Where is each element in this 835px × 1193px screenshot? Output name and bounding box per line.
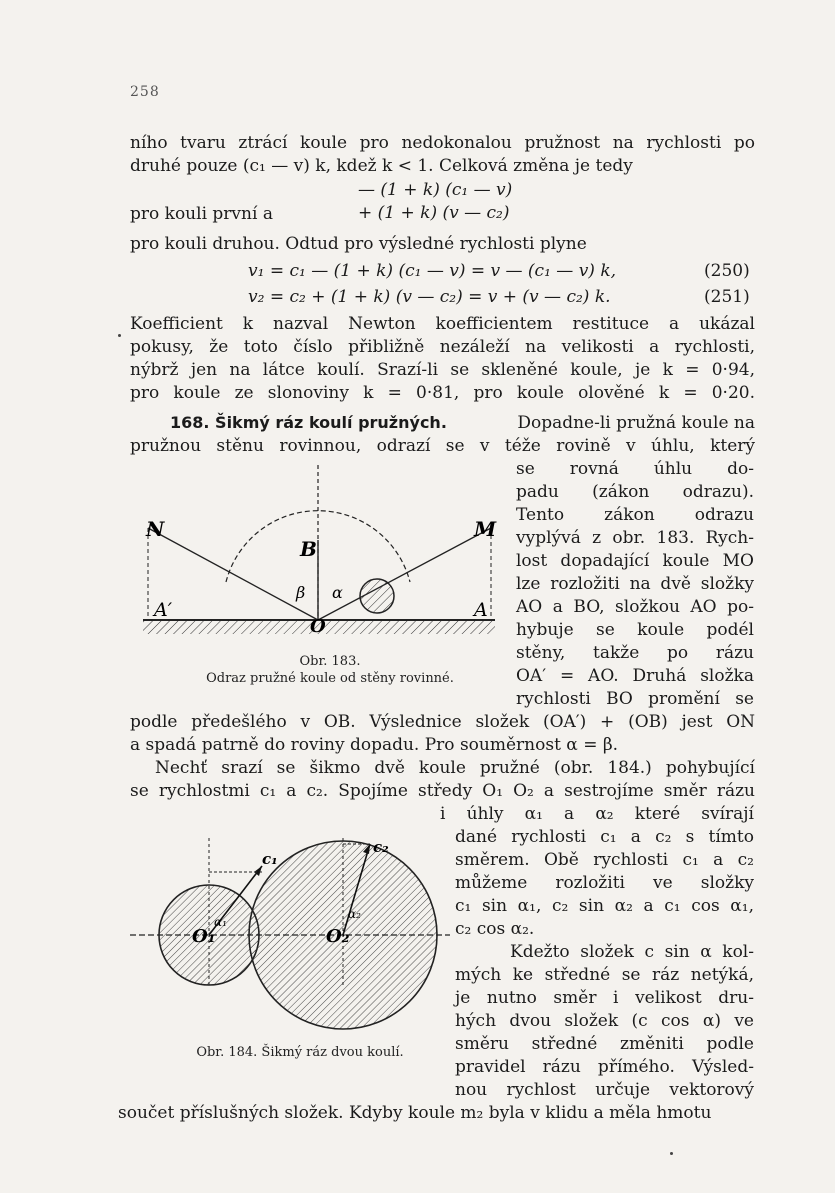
text-line: se rovná úhlu do- xyxy=(516,459,754,479)
text-line: ního tvaru ztrácí koule pro nedokonalou pružnost na rychlosti po xyxy=(130,133,755,153)
text-line: hybuje se koule podél xyxy=(516,620,754,640)
text-line: mých ke středné se ráz netýká, xyxy=(455,965,754,985)
text-line: c₂ cos α₂. xyxy=(455,919,535,939)
reflected-ray xyxy=(148,528,318,620)
label-M: M xyxy=(474,517,497,541)
ink-speck xyxy=(118,334,121,337)
text-line: pravidel rázu přímého. Výsled- xyxy=(455,1057,754,1077)
label-O2: O₂ xyxy=(326,926,350,947)
text-line: rychlosti BO promění se xyxy=(516,689,754,709)
text-line: lost dopadající koule MO xyxy=(516,551,754,571)
equation: — (1 + k) (c₁ — v) xyxy=(358,180,513,200)
text-line: se rychlostmi c₁ a c₂. Spojíme středy O₁ O₂ a sestrojíme směr rázu xyxy=(130,781,755,801)
text-line: Koefficient k nazval Newton koefficientem restituce a ukázal xyxy=(130,314,755,334)
label-alpha1: α₁ xyxy=(214,915,227,929)
text-line: a spadá patrně do roviny dopadu. Pro souměrnost α = β. xyxy=(130,735,619,755)
text-line: nýbrž jen na látce koulí. Srazí-li se skleněné koule, je k = 0·94, xyxy=(130,360,755,380)
equation-number: (251) xyxy=(704,287,750,307)
section-heading: 168. Šikmý ráz koulí pružných. xyxy=(170,413,447,432)
text-line: c₁ sin α₁, c₂ sin α₂ a c₁ cos α₁, xyxy=(455,896,754,916)
text-line: AO a BO, složkou AO po- xyxy=(516,597,754,617)
text-span: Dopadne-li pružná koule na xyxy=(517,413,755,433)
label-O: O xyxy=(310,616,326,637)
ball xyxy=(360,579,394,613)
text-line: pro koule ze slonoviny k = 0·81, pro koule olověné k = 0·20. xyxy=(130,383,755,403)
text-line: směrem. Obě rychlosti c₁ a c₂ xyxy=(455,850,754,870)
ink-speck xyxy=(670,1152,673,1155)
figure-184 xyxy=(130,828,450,1038)
section-first-line xyxy=(170,412,755,434)
equation-251: v₂ = c₂ + (1 + k) (v — c₂) = v + (v — c₂) k. xyxy=(248,287,611,307)
label-alpha2: α₂ xyxy=(348,907,361,921)
text-line: můžeme rozložiti ve složky xyxy=(455,873,754,893)
text-line: směru středné změniti podle xyxy=(455,1034,754,1054)
equation-250: v₁ = c₁ — (1 + k) (c₁ — v) = v — (c₁ — v) k, xyxy=(248,261,617,281)
figure-184-caption: Obr. 184. Šikmý ráz dvou koulí. xyxy=(196,1045,404,1060)
equation: + (1 + k) (v — c₂) xyxy=(358,203,510,223)
figure-183 xyxy=(118,460,510,640)
incident-ray xyxy=(318,528,491,620)
text-line: padu (zákon odrazu). xyxy=(516,482,754,502)
text-line: podle předešlého v OB. Výslednice složek (OA′) + (OB) jest ON xyxy=(130,712,755,732)
text-line: pro kouli druhou. Odtud pro výsledné rychlosti plyne xyxy=(130,234,587,254)
label-A-prime: A′ xyxy=(154,599,173,621)
figure-183-caption: Odraz pružné koule od stěny rovinné. xyxy=(206,671,454,686)
text-line: pro kouli první a xyxy=(130,204,273,224)
text-line: stěny, takže po rázu xyxy=(516,643,754,663)
label-c2: c₂ xyxy=(373,838,389,856)
label-B: B xyxy=(300,537,317,561)
label-N: N xyxy=(146,517,165,541)
text-line: Tento zákon odrazu xyxy=(516,505,754,525)
label-beta: β xyxy=(296,583,306,602)
text-line: hých dvou složek (c cos α) ve xyxy=(455,1011,754,1031)
text-line: vyplývá z obr. 183. Rych- xyxy=(516,528,754,548)
text-line: pokusy, že toto číslo přibližně nezáleží na velikosti a rychlosti, xyxy=(130,337,755,357)
text-line: dané rychlosti c₁ a c₂ s tímto xyxy=(455,827,754,847)
label-alpha: α xyxy=(332,583,343,602)
text-line: Kdežto složek c sin α kol- xyxy=(510,942,754,962)
text-line: druhé pouze (c₁ — v) k, kdež k < 1. Celková změna je tedy xyxy=(130,156,633,176)
figure-183-caption-number: Obr. 183. xyxy=(299,654,361,669)
equation-number: (250) xyxy=(704,261,750,281)
text-line: Nechť srazí se šikmo dvě koule pružné (obr. 184.) pohybující xyxy=(155,758,755,778)
label-c1: c₁ xyxy=(262,850,278,868)
text-line: OA′ = AO. Druhá složka xyxy=(516,666,754,686)
label-A: A xyxy=(474,599,488,621)
page-number: 258 xyxy=(130,84,160,100)
label-O1: O₁ xyxy=(192,926,216,947)
text-line: lze rozložiti na dvě složky xyxy=(516,574,754,594)
text-line: je nutno směr i velikost dru- xyxy=(455,988,754,1008)
text-line: součet příslušných složek. Kdyby koule m₂ byla v klidu a měla hmotu xyxy=(118,1103,712,1123)
text-line: i úhly α₁ a α₂ které svírají xyxy=(440,804,754,824)
text-line: pružnou stěnu rovinnou, odrazí se v téže rovině v úhlu, který xyxy=(130,436,755,456)
text-line: nou rychlost určuje vektorový xyxy=(455,1080,754,1100)
